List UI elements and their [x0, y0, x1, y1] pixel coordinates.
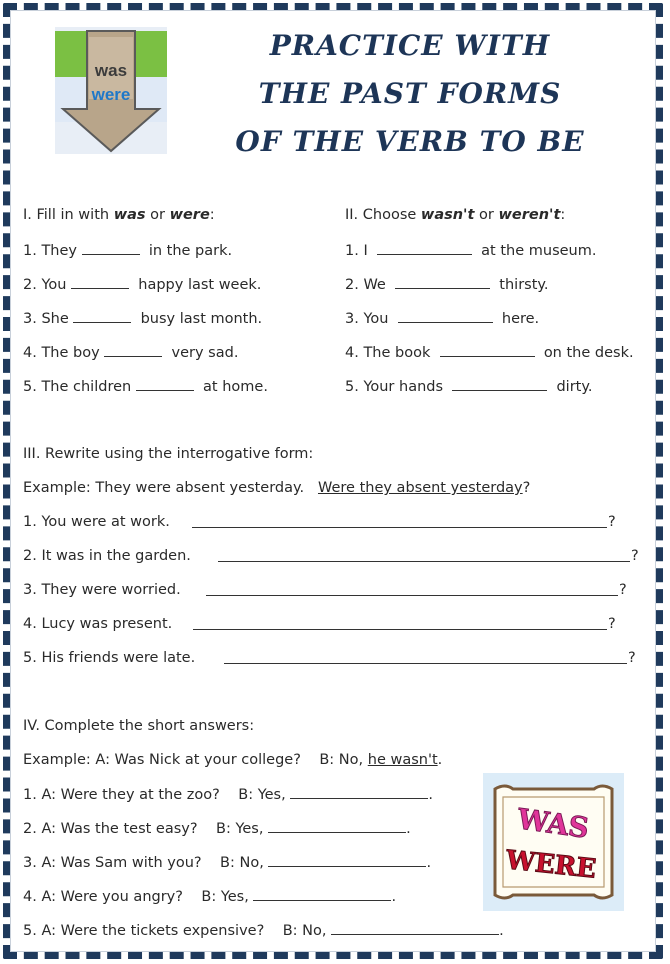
- answer-line[interactable]: [206, 581, 618, 596]
- s3-example: Example: They were absent yesterday. Were they absent yesterday?: [23, 480, 531, 496]
- blank-line[interactable]: [395, 274, 490, 289]
- title-line-1: PRACTICE WITH: [269, 29, 551, 62]
- s3-item-4: 4. Lucy was present.: [23, 616, 173, 632]
- section-4-heading: IV. Complete the short answers:: [23, 718, 255, 734]
- answer-line[interactable]: [218, 547, 630, 562]
- s3-item-1: 1. You were at work.: [23, 514, 170, 530]
- s1-item-5: 5. The children at home.: [23, 376, 268, 397]
- answer-line[interactable]: [192, 513, 607, 528]
- s2-item-2: 2. We thirsty.: [345, 274, 549, 295]
- s3-item-2: 2. It was in the garden.: [23, 548, 191, 564]
- blank-line[interactable]: [268, 852, 426, 867]
- section-2-heading: II. Choose wasn't or weren't:: [345, 207, 566, 223]
- s2-item-4: 4. The book on the desk.: [345, 342, 634, 363]
- blank-line[interactable]: [71, 274, 129, 289]
- s1-item-3: 3. She busy last month.: [23, 308, 262, 329]
- blank-line[interactable]: [73, 308, 131, 323]
- s2-item-3: 3. You here.: [345, 308, 539, 329]
- worksheet-title: [205, 22, 615, 166]
- s4-item-5: 5. A: Were the tickets expensive? B: No, .: [23, 920, 504, 941]
- worksheet-page: was were PRACTICE WITH THE PAST FORMS OF THE VERB TO BE I. Fill in with was or were: 1. They in the park. 2. You happy last week. 3. She busy last month. 4. The boy very sad. 5. The children at home. II. Choose wasn't or weren't: 1. I at the museum. 2. We thirsty. 3. You here. 4. The book on the desk. 5. Your hands dirty. III. Rewrite using the interrogative form: Example: They were absent yesterday. Were they absent yesterday? 1. You were at work. ? 2. It was in the garden. ? 3. They were worried. ? 4. Lucy was present. ? 5. His friends were late. ? IV. Complete the short answers: Example: A: Was Nick at your college? B: No, he wasn't. 1. A: Were they at the zoo? B: Yes, . 2. A: Was the test easy? B: Yes, . 3. A: Was Sam with you? B: No, . 4. A: Were you angry? B: Yes, . 5. A: Were the tickets expensive? B: No, . WAS WERE: [0, 0, 670, 964]
- blank-line[interactable]: [377, 240, 472, 255]
- s4-item-2: 2. A: Was the test easy? B: Yes, .: [23, 818, 411, 839]
- s4-item-4: 4. A: Were you angry? B: Yes, .: [23, 886, 396, 907]
- title-line-3: OF THE VERB TO BE: [235, 125, 585, 158]
- s2-item-5: 5. Your hands dirty.: [345, 376, 592, 397]
- answer-line[interactable]: [193, 615, 607, 630]
- title-line-2: THE PAST FORMS: [258, 77, 562, 110]
- blank-line[interactable]: [398, 308, 493, 323]
- blank-line[interactable]: [82, 240, 140, 255]
- stamp-word-2: WERE: [504, 845, 598, 885]
- s2-item-1: 1. I at the museum.: [345, 240, 596, 261]
- s1-item-2: 2. You happy last week.: [23, 274, 261, 295]
- section-3-heading: III. Rewrite using the interrogative form:: [23, 446, 314, 462]
- answer-line[interactable]: [224, 649, 627, 664]
- s1-item-4: 4. The boy very sad.: [23, 342, 238, 363]
- logo-word-bottom: were: [91, 85, 131, 104]
- logo-word-top: was: [94, 61, 128, 80]
- blank-line[interactable]: [452, 376, 547, 391]
- blank-line[interactable]: [440, 342, 535, 357]
- s3-item-5: 5. His friends were late.: [23, 650, 196, 666]
- was-were-arrow-logo: [55, 27, 167, 154]
- blank-line[interactable]: [136, 376, 194, 391]
- section-1-heading: I. Fill in with was or were:: [23, 207, 215, 223]
- blank-line[interactable]: [290, 784, 428, 799]
- s4-example: Example: A: Was Nick at your college? B: No, he wasn't.: [23, 752, 443, 768]
- stamp-word-1: WAS: [515, 802, 591, 845]
- blank-line[interactable]: [104, 342, 162, 357]
- s1-item-1: 1. They in the park.: [23, 240, 232, 261]
- s4-item-3: 3. A: Was Sam with you? B: No, .: [23, 852, 431, 873]
- s3-item-3: 3. They were worried.: [23, 582, 181, 598]
- s4-item-1: 1. A: Were they at the zoo? B: Yes, .: [23, 784, 433, 805]
- blank-line[interactable]: [268, 818, 406, 833]
- blank-line[interactable]: [253, 886, 391, 901]
- blank-line[interactable]: [331, 920, 499, 935]
- was-were-stamp-image: [483, 773, 624, 911]
